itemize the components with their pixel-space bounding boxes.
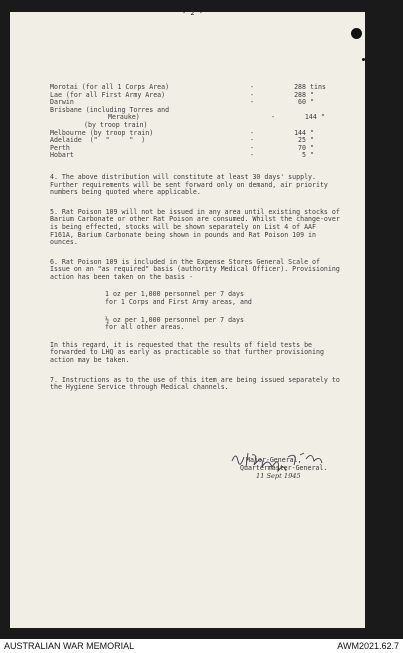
distribution-qty: 60 (298, 98, 306, 107)
distribution-unit: " (310, 143, 314, 152)
distribution-unit: " (310, 136, 314, 145)
distribution-unit: " (320, 113, 325, 122)
distribution-place: Melbourne (by troop train) (50, 128, 154, 137)
footer-accession-number: AWM2021.62.7 (337, 641, 399, 651)
distribution-row (50, 152, 342, 160)
distribution-dash: - (250, 98, 254, 107)
distribution-dash (264, 122, 289, 130)
distribution-dash: - (250, 83, 254, 91)
footer-institution: AUSTRALIAN WAR MEMORIAL (4, 641, 135, 651)
distribution-dash: - (271, 113, 276, 122)
distribution-dash: - (250, 90, 254, 99)
distribution-dash: - (250, 136, 254, 145)
distribution-qty: 25 (298, 136, 306, 145)
distribution-place: Morotai (for all 1 Corps Area) (50, 83, 170, 91)
paragraph-4: 4. The above distribution will constitute at least 30 days' supply. Further requirements will be sent forward only on demand, air priority numbers being quoted where applicable. (50, 172, 328, 197)
distribution-qty: 144 (294, 128, 306, 137)
archive-footer (0, 639, 403, 653)
page-number-heading: - 2 - (181, 9, 204, 17)
distribution-dash: - (250, 128, 254, 137)
distribution-qty: 5 (302, 151, 306, 160)
distribution-unit: " (310, 128, 314, 137)
rate-1-line-2: for 1 Corps and First Army areas, and (105, 298, 252, 307)
signature-date: 11 Sept 1945 (256, 472, 301, 480)
signature-block (240, 456, 327, 480)
paragraph-7: 7. Instructions as to the use of this item are being issued separately to the Hygiene Service through Medical channels. (50, 375, 340, 392)
distribution-dash: - (250, 143, 254, 152)
distribution-place: Lae (for all First Army Area) (50, 90, 166, 99)
paragraph-regard: In this regard, it is requested that the results of field tests be forwarded to LHQ as early as practicable so that further provisioning action may be taken. (50, 340, 324, 365)
distribution-row (50, 145, 342, 153)
rate-2 (105, 317, 342, 332)
distribution-unit: " (310, 98, 314, 107)
distribution-row (50, 107, 342, 115)
document-body (50, 9, 342, 392)
distribution-place: Adelaide (" " " ) (50, 136, 146, 145)
distribution-list (50, 84, 342, 160)
rate-1 (105, 291, 342, 306)
distribution-place: Hobart (50, 151, 74, 160)
distribution-place: Perth (50, 143, 70, 152)
distribution-dash: - (250, 151, 254, 160)
rate-1-line-1: 1 oz per 1,000 personnel per 7 days (105, 290, 244, 299)
signature-rank: Major-General, (246, 456, 302, 464)
paragraph-5: 5. Rat Poison 109 will not be issued in any area until existing stocks of Barium Carbonate or other Rat Poison are consumed. Whilst the change-over is being effected, stocks will be shown separately on List 4 of AAF F161A, Barium Carbonate being shown in pounds and Rat Poison 109 in ounces. (50, 207, 340, 247)
punch-mark (362, 58, 365, 61)
distribution-place: Darwin (50, 98, 74, 107)
distribution-unit: " (310, 151, 314, 160)
distribution-qty (278, 107, 306, 115)
distribution-place: (by troop train) (84, 120, 148, 129)
distribution-unit (315, 122, 342, 130)
paragraph-6: 6. Rat Poison 109 is included in the Expense Stores General Scale of Issue on an "as required" basis (authority Medical Officer). Provisioning action has been taken on the basis - (50, 257, 340, 281)
signature-title: Quartermaster-General. (240, 464, 328, 472)
distribution-qty: 144 (304, 113, 317, 122)
distribution-qty: 70 (298, 143, 306, 152)
distribution-place: Merauke) (108, 113, 140, 122)
distribution-qty: 288 (294, 90, 306, 99)
rate-2-line-1: ½ oz per 1,000 personnel per 7 days (105, 315, 244, 324)
distribution-qty: 288 (294, 83, 306, 91)
distribution-unit: " (310, 90, 314, 99)
rate-2-line-2: for all other areas. (105, 323, 185, 332)
distribution-unit: tins (310, 83, 326, 91)
punch-hole (351, 28, 362, 39)
distribution-place: Brisbane (including Torres and (50, 105, 170, 114)
